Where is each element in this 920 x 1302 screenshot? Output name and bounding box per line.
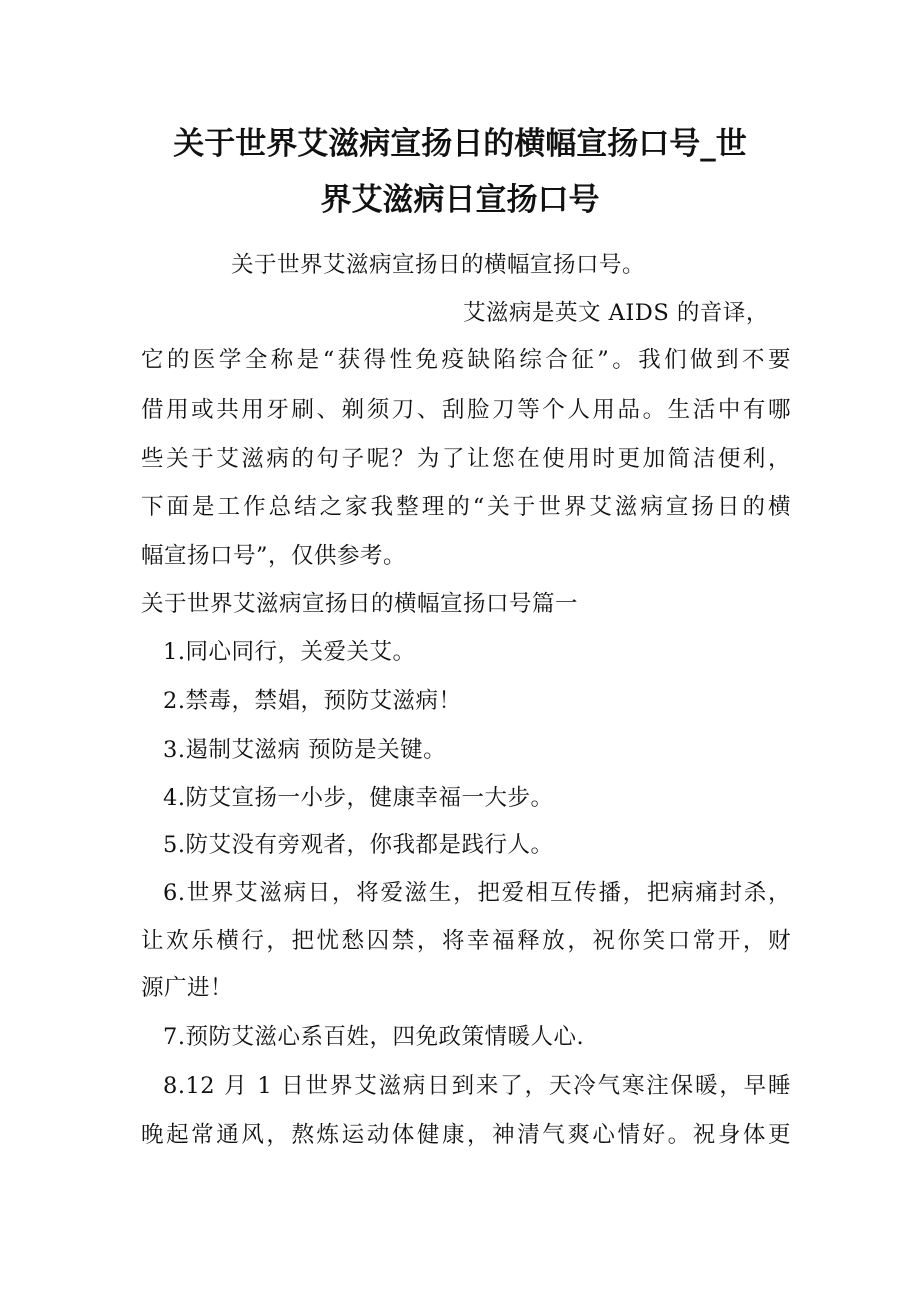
list-item: 2.禁毒，禁娼，预防艾滋病！ [163,688,462,714]
list-item-continuation: 让欢乐横行，把忧愁囚禁，将幸福释放，祝你笑口常开，财 [141,928,791,954]
intro-line: 艾滋病是英文 AIDS 的音译， [463,300,769,326]
intro-line: 些关于艾滋病的句子呢？为了让您在使用时更加简洁便利， [141,446,791,472]
list-item-continuation: 晚起常通风，熬炼运动体健康，神清气爽心情好。祝身体更 [141,1122,791,1148]
document-title-line-2: 界艾滋病日宣扬口号 [320,182,600,218]
intro-line: 借用或共用牙刷、剃须刀、刮脸刀等个人用品。生活中有哪 [141,397,791,423]
list-item: 5.防艾没有旁观者，你我都是践行人。 [163,832,554,858]
document-title-line-1: 关于世界艾滋病宣扬日的横幅宣扬口号_世 [173,126,747,162]
section-heading: 关于世界艾滋病宣扬日的横幅宣扬口号篇一 [141,591,579,617]
intro-line: 幅宣扬口号”，仅供参考。 [141,543,407,569]
list-item: 1.同心同行，关爱关艾。 [163,639,416,665]
list-item: 7.预防艾滋心系百姓，四免政策情暖人心. [163,1024,585,1050]
list-item-continuation: 源广进！ [141,975,234,1001]
subtitle: 关于世界艾滋病宣扬日的横幅宣扬口号。 [231,252,646,278]
list-item: 8.12 月 1 日世界艾滋病日到来了，天冷气寒注保暖，早睡 [163,1073,791,1099]
list-item: 4.防艾宣扬一小步，健康幸福一大步。 [163,785,554,811]
intro-line: 下面是工作总结之家我整理的“关于世界艾滋病宣扬日的横 [141,494,791,520]
list-item: 6.世界艾滋病日，将爱滋生，把爱相互传播，把病痛封杀， [163,880,791,906]
intro-line: 它的医学全称是“获得性免疫缺陷综合征”。我们做到不要 [141,347,791,373]
list-item: 3.遏制艾滋病 预防是关键。 [163,737,447,763]
